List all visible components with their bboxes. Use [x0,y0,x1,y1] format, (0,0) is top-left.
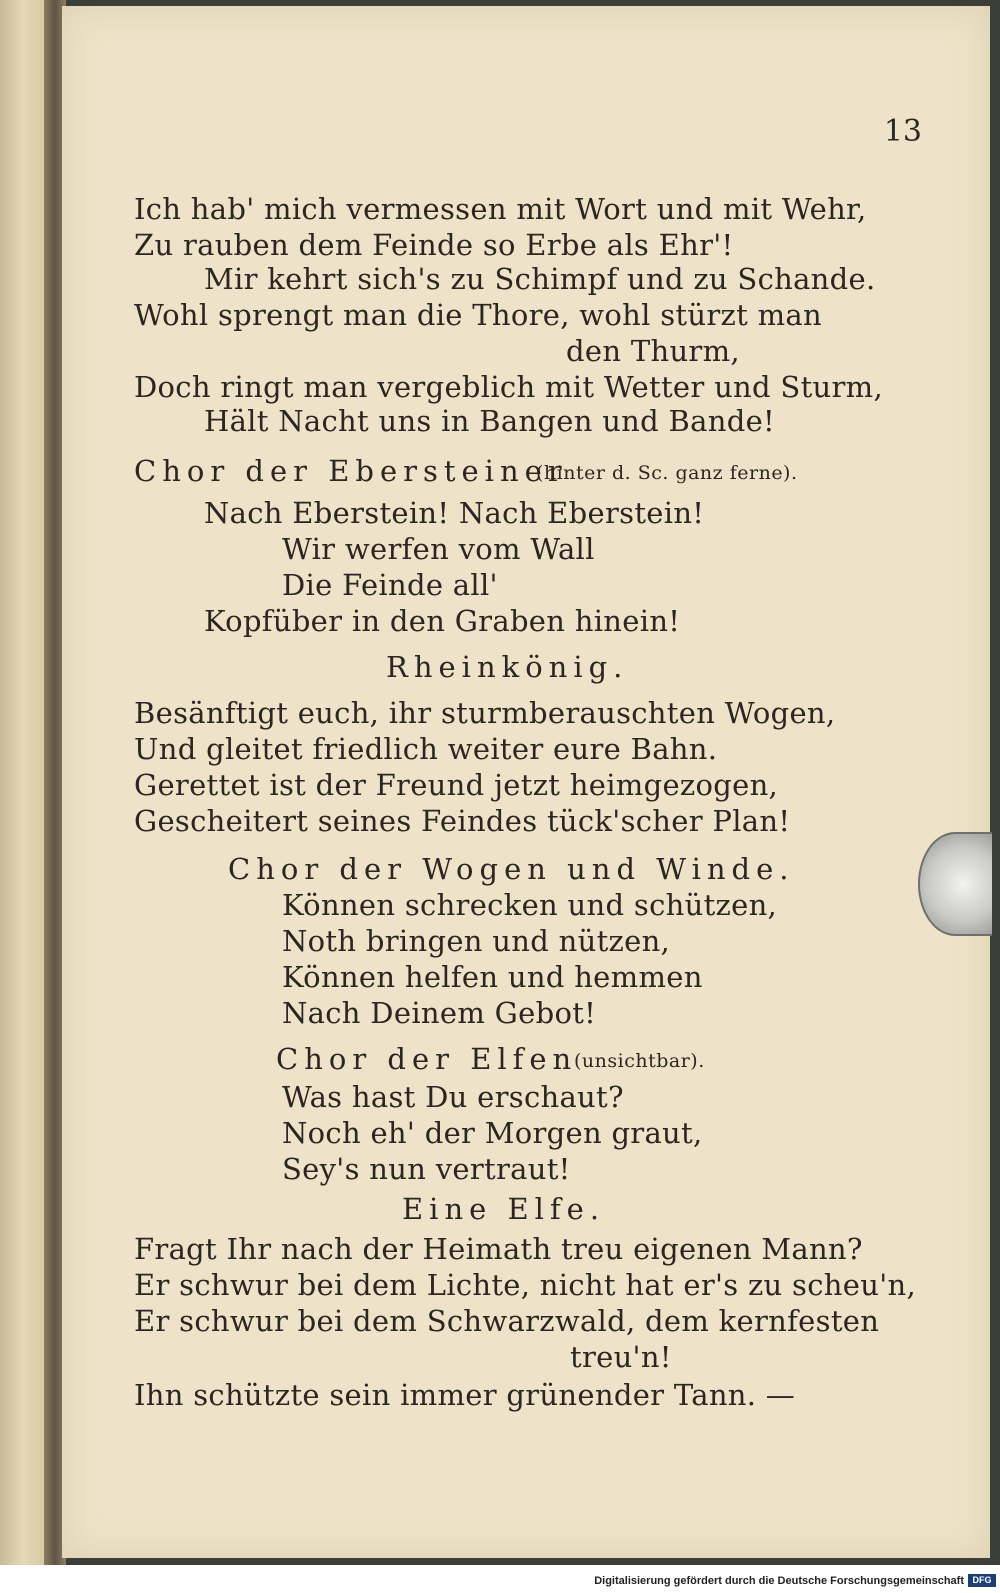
verse-line: Noch eh' der Morgen graut, [282,1116,703,1150]
verse-line: treu'n! [570,1340,672,1374]
verse-line: Doch ringt man vergeblich mit Wetter und Sturm, [134,370,883,404]
speaker-heading: Chor der Ebersteiner [134,454,568,488]
speaker-heading: Chor der Wogen und Winde. [228,852,795,886]
speaker-heading: Rheinkönig. [386,650,629,684]
stage-direction: (hinter d. Sc. ganz ferne). [536,462,798,484]
speaker-heading: Eine Elfe. [402,1192,606,1226]
verse-line: Nach Deinem Gebot! [282,996,597,1030]
verse-line: Er schwur bei dem Schwarzwald, dem kernfesten [134,1304,880,1338]
page-clip [918,832,992,936]
verse-line: Zu rauben dem Feinde so Erbe als Ehr'! [134,228,734,262]
verse-line: Er schwur bei dem Lichte, nicht hat er's zu scheu'n, [134,1268,916,1302]
verse-line: Wir werfen vom Wall [282,532,595,566]
dfg-logo: DFG [968,1574,996,1587]
page-number: 13 [883,114,922,149]
verse-line: Mir kehrt sich's zu Schimpf und zu Schande. [204,262,876,296]
stage-direction: (unsichtbar). [574,1050,705,1072]
verse-line: Und gleitet friedlich weiter eure Bahn. [134,732,718,766]
verse-line: Wohl sprengt man die Thore, wohl stürzt man [134,298,822,332]
verse-line: Gescheitert seines Feindes tück'scher Plan! [134,804,791,838]
speaker-heading: Chor der Elfen [276,1042,578,1076]
verse-line: Gerettet ist der Freund jetzt heimgezogen, [134,768,779,802]
verse-line: Fragt Ihr nach der Heimath treu eigenen Mann? [134,1232,863,1266]
verse-line: Hält Nacht uns in Bangen und Bande! [204,404,776,438]
verse-line: Die Feinde all' [282,568,498,602]
verse-line: Sey's nun vertraut! [282,1152,571,1186]
verse-line: Können helfen und hemmen [282,960,703,994]
verse-line: Ihn schützte sein immer grünender Tann. — [134,1378,796,1412]
verse-line: Ich hab' mich vermessen mit Wort und mit Wehr, [134,192,867,226]
verse-line: Kopfüber in den Graben hinein! [204,604,681,638]
verse-line: Können schrecken und schützen, [282,888,778,922]
verse-line: Was hast Du erschaut? [282,1080,624,1114]
book-page [62,6,990,1558]
digitization-credit: Digitalisierung gefördert durch die Deutsche Forschungsgemeinschaft [594,1575,964,1587]
verse-line: Nach Eberstein! Nach Eberstein! [204,496,705,530]
verse-line: Noth bringen und nützen, [282,924,671,958]
verse-line: Besänftigt euch, ihr sturmberauschten Wogen, [134,696,836,730]
verse-line: den Thurm, [566,334,740,368]
